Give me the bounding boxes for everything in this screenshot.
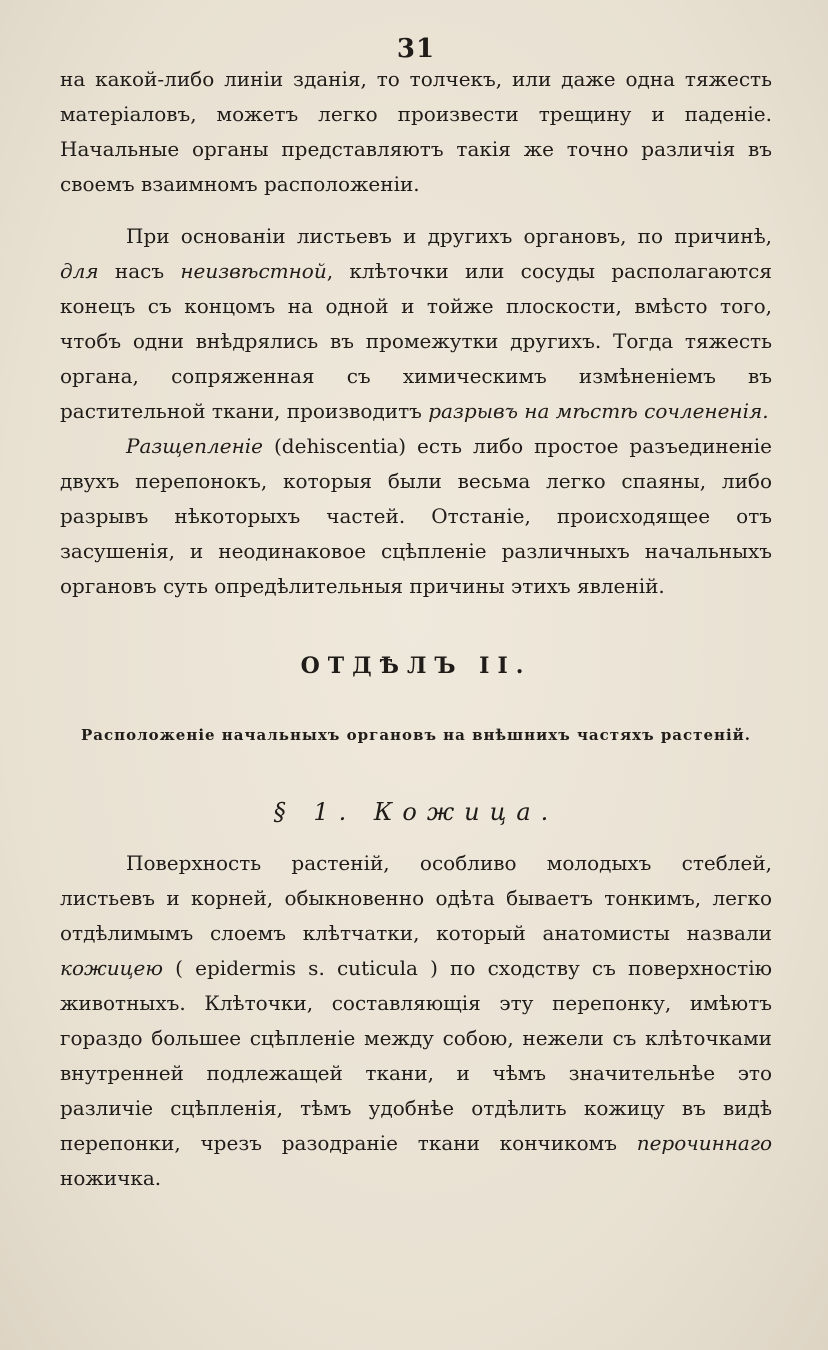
paragraph-4-text-1: Поверхность растеній, особливо молодыхъ стеблей, листьевъ и корней, обыкновенно одѣта бываетъ тонкимъ, легко отдѣлимымъ слоемъ клѣтчатки, который анатомисты назвали [60, 851, 772, 945]
term-epidermis: кожицею [60, 956, 163, 980]
section-heading: ОТДѢЛЪ II. [300, 653, 532, 679]
paragraph-4 [60, 846, 772, 1196]
paragraph-2-text-1: При основаніи листьевъ и другихъ органовъ, по причинѣ, [126, 224, 772, 248]
section-subtitle: Расположеніе начальныхъ органовъ на внѣшнихъ частяхъ растеній. [80, 726, 752, 744]
paragraph-2-italic-2: неизвѣстной [180, 259, 327, 283]
paragraph-4-text-2: ( epidermis s. cuticula ) по сходству съ поверхностію животныхъ. Клѣточки, составляющія эту перепонку, имѣютъ гораздо большее сцѣпленіе между собою, нежели съ клѣточками внутренней подлежащей ткани, и чѣмъ значительнѣе это различіе сцѣпленія, тѣмъ удобнѣе отдѣлить кожицу въ видѣ перепонки, чрезъ разодраніе ткани кончикомъ [60, 956, 772, 1155]
paragraph-2-italic-3: разрывъ на мѣстѣ сочлененія. [428, 399, 769, 423]
term-dehiscence: Разщепленіе [126, 434, 264, 458]
paragraph-1-text: на какой-либо линіи зданія, то толчекъ, или даже одна тяжесть матеріаловъ, можетъ легко произвести трещину и паденіе. Начальные органы представляютъ такія же точно различія въ своемъ взаимномъ расположеніи. [60, 67, 772, 196]
paragraph-3 [60, 429, 772, 604]
paragraph-2-italic-1: для [60, 259, 99, 283]
paragraph-4-italic-2: перочиннаго [636, 1131, 772, 1155]
page-number: 31 [396, 34, 436, 64]
paragraph-3-text: (dehiscentia) есть либо простое разъединеніе двухъ перепонокъ, которыя были весьма легко спаяны, либо разрывъ нѣкоторыхъ частей. Отстаніе, происходящее отъ засушенія, и неодинаковое сцѣпленіе различныхъ начальныхъ органовъ суть опредѣлительныя причины этихъ явленій. [60, 434, 772, 598]
paragraph-1 [60, 62, 772, 202]
paragraph-2 [60, 219, 772, 429]
paragraph-4-text-3: ножичка. [60, 1166, 162, 1190]
paragraph-2-text-3: , клѣточки или сосуды располагаются конецъ съ концомъ на одной и тойже плоскости, вмѣсто того, чтобъ одни внѣдрялись въ промежутки другихъ. Тогда тяжесть органа, сопряженная съ химическимъ измѣненіемъ въ растительной ткани, производитъ [60, 259, 772, 423]
paragraph-2-text-2: насъ [98, 259, 181, 283]
subsection-heading: § 1. Кожица. [273, 798, 559, 826]
